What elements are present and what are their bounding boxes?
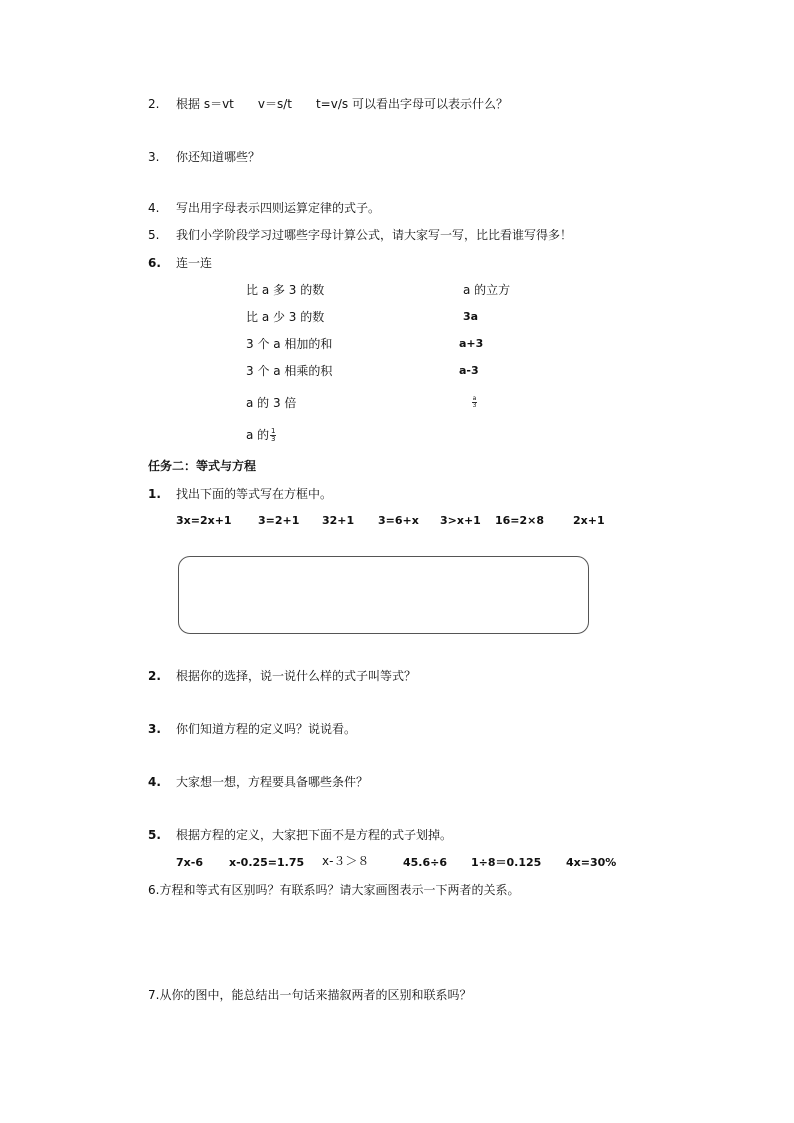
fraction — [270, 428, 276, 443]
question-text: 根据 s＝vt v＝s/t t=v/s 可以看出字母可以表示什么？ — [176, 97, 508, 111]
expression: 2x+1 — [573, 514, 605, 527]
question-number: 4. — [148, 201, 160, 215]
expression: x-0.25=1.75 — [229, 856, 305, 869]
expression: 3=6+x — [378, 514, 419, 527]
match-left-item-fraction — [246, 428, 276, 443]
question-text: 你还知道哪些？ — [176, 150, 261, 164]
question-5 — [148, 228, 572, 242]
question-text: 根据方程的定义，大家把下面不是方程的式子划掉。 — [176, 828, 453, 842]
match-left-item: 3 个 a 相乘的积 — [246, 364, 333, 378]
task2-question-1 — [148, 487, 332, 501]
expression: 4x=30% — [566, 856, 617, 869]
question-6 — [148, 256, 212, 270]
question-text: 写出用字母表示四则运算定律的式子。 — [176, 201, 381, 215]
expression: x-３＞８ — [322, 854, 370, 868]
question-number: 2. — [148, 669, 161, 683]
question-3 — [148, 150, 260, 164]
question-text: 我们小学阶段学习过哪些字母计算公式，请大家写一写，比比看谁写得多！ — [176, 228, 573, 242]
question-2 — [148, 97, 508, 111]
match-left-item: a 的 3 倍 — [246, 396, 297, 410]
match-right-item: a-3 — [459, 364, 479, 377]
expression: 32+1 — [322, 514, 355, 527]
question-number: 3. — [148, 150, 160, 164]
match-left-item: 3 个 a 相加的和 — [246, 337, 333, 351]
task2-question-4 — [148, 775, 368, 789]
question-number: 1. — [148, 487, 161, 501]
expression: 45.6÷6 — [403, 856, 448, 869]
match-right-item: 3a — [463, 310, 479, 323]
task2-question-7: 7.从你的图中，能总结出一句话来描叙两者的区别和联系吗？ — [148, 988, 472, 1002]
answer-box[interactable] — [178, 556, 589, 634]
fraction-numerator: a — [472, 395, 477, 402]
question-text: 你们知道方程的定义吗？说说看。 — [176, 722, 357, 736]
expression: 3>x+1 — [440, 514, 481, 527]
match-right-item: a 的立方 — [463, 283, 511, 297]
match-left-label: a 的 — [246, 428, 270, 442]
question-number: 6. — [148, 256, 161, 270]
section-title: 任务二：等式与方程 — [148, 459, 257, 473]
question-text: 根据你的选择，说一说什么样的式子叫等式？ — [176, 669, 417, 683]
task2-question-3 — [148, 722, 356, 736]
match-left-item: 比 a 多 3 的数 — [246, 283, 325, 297]
question-text: 连一连 — [176, 256, 213, 270]
task2-question-6: 6.方程和等式有区别吗？有联系吗？请大家画图表示一下两者的关系。 — [148, 883, 520, 897]
match-right-item: a+3 — [459, 337, 484, 350]
task2-question-5 — [148, 828, 452, 842]
match-left-item: 比 a 少 3 的数 — [246, 310, 325, 324]
question-number: 5. — [148, 828, 161, 842]
expression: 7x-6 — [176, 856, 203, 869]
fraction — [472, 396, 477, 409]
match-right-item-fraction — [471, 392, 477, 411]
task2-question-2 — [148, 669, 416, 683]
question-number: 3. — [148, 722, 161, 736]
question-number: 4. — [148, 775, 161, 789]
question-text: 大家想一想，方程要具备哪些条件？ — [176, 775, 369, 789]
question-4 — [148, 201, 380, 215]
expression: 3=2+1 — [258, 514, 300, 527]
expression: 16=2×8 — [495, 514, 545, 527]
fraction-denominator: 3 — [270, 435, 276, 443]
expression: 1÷8＝0.125 — [471, 856, 542, 869]
question-number: 2. — [148, 97, 160, 111]
question-text: 找出下面的等式写在方框中。 — [176, 487, 333, 501]
question-number: 5. — [148, 228, 160, 242]
expression: 3x=2x+1 — [176, 514, 232, 527]
fraction-numerator: 1 — [270, 427, 276, 435]
fraction-denominator: 3 — [472, 402, 477, 409]
